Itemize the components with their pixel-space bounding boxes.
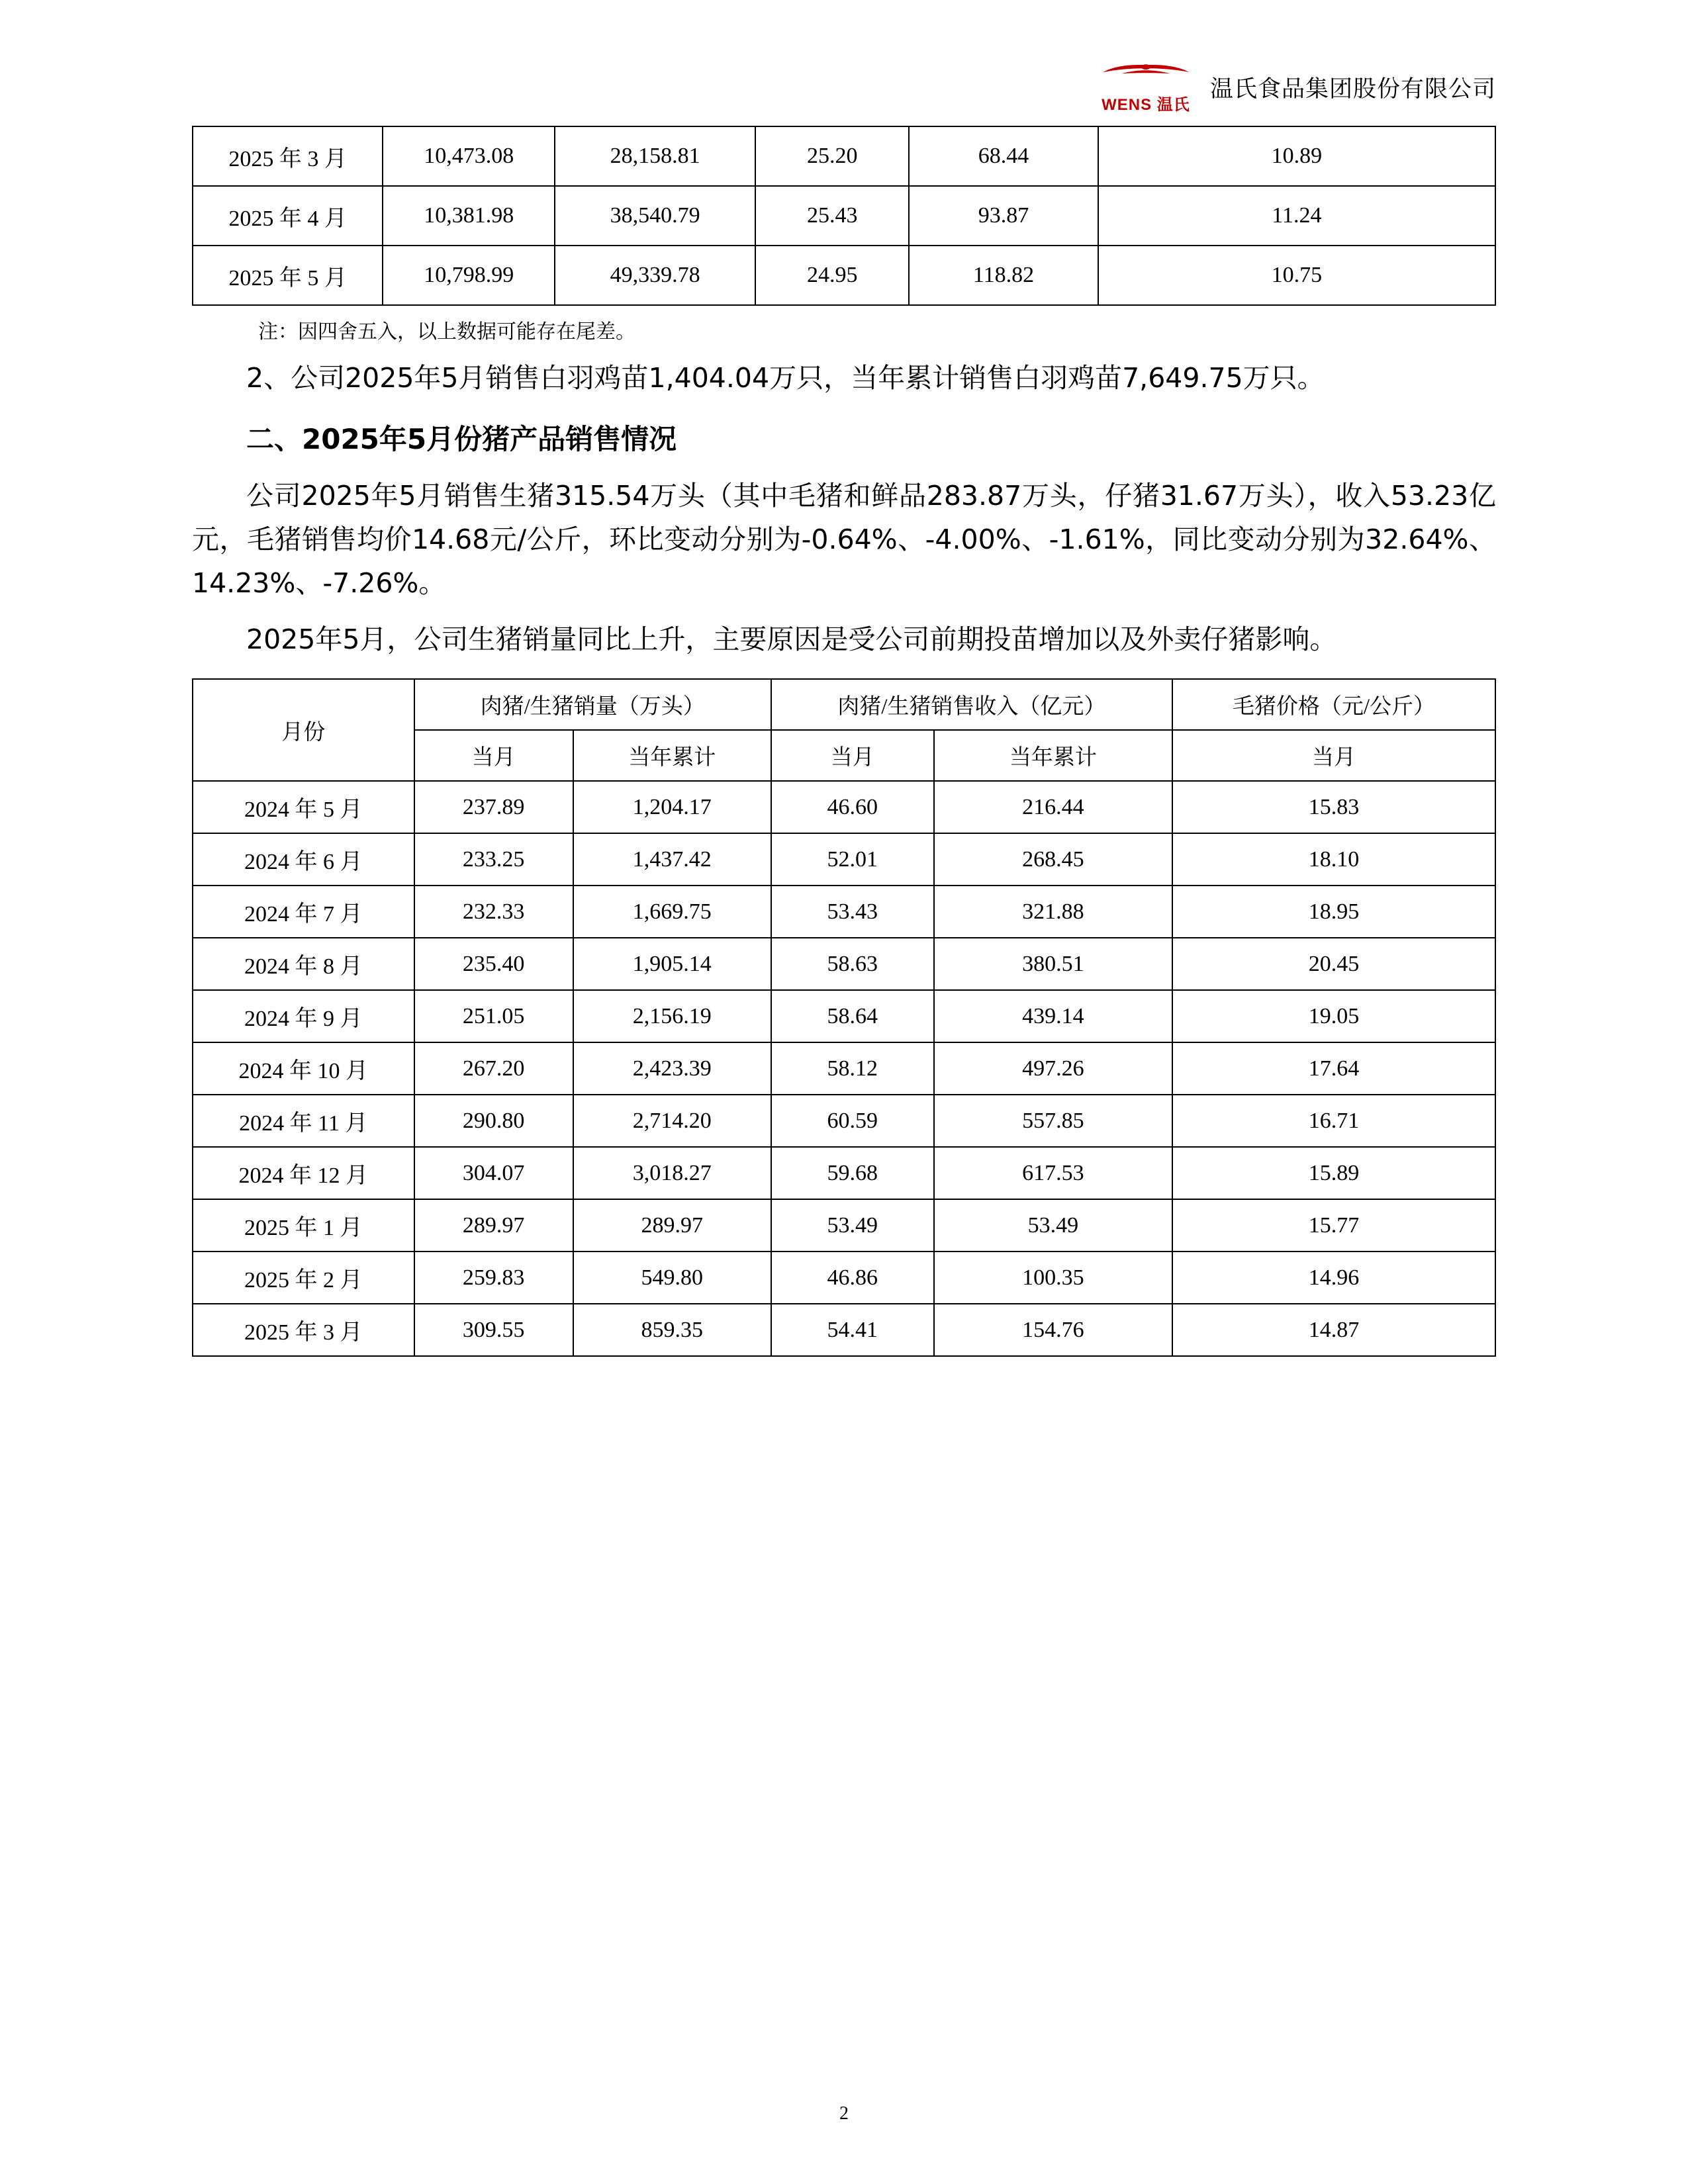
cell-volume-current: 237.89 — [414, 781, 573, 833]
table-row — [193, 1251, 1495, 1304]
section-heading-pig: 二、2025年5月份猪产品销售情况 — [246, 423, 677, 456]
cell-revenue-current: 60.59 — [771, 1095, 934, 1147]
cell-v3: 24.95 — [755, 246, 909, 305]
cell-month: 2025 年 2 月 — [193, 1251, 414, 1304]
cell-volume-current: 235.40 — [414, 938, 573, 990]
table-header-row — [193, 679, 1495, 730]
cell-volume-cumulative: 2,156.19 — [573, 990, 771, 1042]
cell-revenue-cumulative: 439.14 — [934, 990, 1172, 1042]
poultry-continuation-table — [192, 126, 1496, 306]
cell-revenue-current: 58.64 — [771, 990, 934, 1042]
table-row — [193, 886, 1495, 938]
page-header — [192, 0, 1496, 126]
cell-revenue-current: 53.43 — [771, 886, 934, 938]
table-row — [193, 126, 1495, 186]
cell-price: 17.64 — [1172, 1042, 1495, 1095]
cell-v4: 118.82 — [909, 246, 1098, 305]
cell-volume-cumulative: 3,018.27 — [573, 1147, 771, 1199]
cell-v2: 28,158.81 — [555, 126, 755, 186]
cell-month: 2024 年 11 月 — [193, 1095, 414, 1147]
cell-v3: 25.43 — [755, 186, 909, 246]
pig-table-head — [193, 679, 1495, 781]
header-revenue-group: 肉猪/生猪销售收入（亿元） — [771, 679, 1172, 730]
header-price-current: 当月 — [1172, 730, 1495, 781]
paragraph-pig-reason: 2025年5月，公司生猪销量同比上升，主要原因是受公司前期投苗增加以及外卖仔猪影响。 — [246, 623, 1337, 655]
cell-v2: 38,540.79 — [555, 186, 755, 246]
cell-price: 16.71 — [1172, 1095, 1495, 1147]
cell-revenue-cumulative: 380.51 — [934, 938, 1172, 990]
cell-revenue-cumulative: 617.53 — [934, 1147, 1172, 1199]
cell-volume-cumulative: 289.97 — [573, 1199, 771, 1251]
table-row — [193, 938, 1495, 990]
table-row — [193, 1199, 1495, 1251]
company-name: 温氏食品集团股份有限公司 — [1209, 76, 1496, 103]
cell-revenue-current: 58.12 — [771, 1042, 934, 1095]
header-volume-group: 肉猪/生猪销量（万头） — [414, 679, 771, 730]
table-row — [193, 1147, 1495, 1199]
header-volume-current: 当月 — [414, 730, 573, 781]
cell-volume-current: 251.05 — [414, 990, 573, 1042]
poultry-table-body — [193, 126, 1495, 305]
cell-revenue-cumulative: 154.76 — [934, 1304, 1172, 1356]
cell-month: 2024 年 12 月 — [193, 1147, 414, 1199]
header-logo-block — [1096, 62, 1496, 113]
cell-revenue-cumulative: 268.45 — [934, 833, 1172, 886]
logo-wordmark: WENS 温氏 — [1102, 96, 1190, 114]
cell-month: 2024 年 6 月 — [193, 833, 414, 886]
cell-price: 18.10 — [1172, 833, 1495, 886]
cell-v1: 10,381.98 — [383, 186, 555, 246]
cell-revenue-cumulative: 216.44 — [934, 781, 1172, 833]
cell-revenue-cumulative: 100.35 — [934, 1251, 1172, 1304]
header-revenue-cumulative: 当年累计 — [934, 730, 1172, 781]
cell-month: 2024 年 7 月 — [193, 886, 414, 938]
cell-volume-current: 233.25 — [414, 833, 573, 886]
cell-price: 14.87 — [1172, 1304, 1495, 1356]
cell-volume-current: 289.97 — [414, 1199, 573, 1251]
table-note: 注：因四舍五入，以上数据可能存在尾差。 — [258, 320, 635, 343]
cell-price: 18.95 — [1172, 886, 1495, 938]
cell-price: 20.45 — [1172, 938, 1495, 990]
cell-revenue-current: 46.60 — [771, 781, 934, 833]
cell-month: 2025 年 3 月 — [193, 126, 383, 186]
cell-revenue-cumulative: 557.85 — [934, 1095, 1172, 1147]
table-row — [193, 1095, 1495, 1147]
cell-month: 2024 年 5 月 — [193, 781, 414, 833]
table-row — [193, 186, 1495, 246]
cell-revenue-current: 53.49 — [771, 1199, 934, 1251]
cell-volume-current: 259.83 — [414, 1251, 573, 1304]
cell-price: 15.89 — [1172, 1147, 1495, 1199]
cell-revenue-cumulative: 321.88 — [934, 886, 1172, 938]
cell-volume-cumulative: 549.80 — [573, 1251, 771, 1304]
cell-month: 2024 年 10 月 — [193, 1042, 414, 1095]
cell-revenue-current: 52.01 — [771, 833, 934, 886]
cell-v4: 68.44 — [909, 126, 1098, 186]
logo-bird-icon — [1096, 62, 1196, 96]
cell-month: 2025 年 3 月 — [193, 1304, 414, 1356]
cell-volume-cumulative: 1,905.14 — [573, 938, 771, 990]
cell-v5: 10.75 — [1098, 246, 1495, 305]
cell-month: 2024 年 8 月 — [193, 938, 414, 990]
cell-volume-cumulative: 1,669.75 — [573, 886, 771, 938]
cell-volume-cumulative: 2,714.20 — [573, 1095, 771, 1147]
cell-revenue-cumulative: 497.26 — [934, 1042, 1172, 1095]
header-volume-cumulative: 当年累计 — [573, 730, 771, 781]
pig-sales-table — [192, 678, 1496, 1357]
cell-v4: 93.87 — [909, 186, 1098, 246]
cell-revenue-cumulative: 53.49 — [934, 1199, 1172, 1251]
cell-volume-cumulative: 2,423.39 — [573, 1042, 771, 1095]
table-row — [193, 833, 1495, 886]
cell-v1: 10,473.08 — [383, 126, 555, 186]
cell-volume-cumulative: 859.35 — [573, 1304, 771, 1356]
cell-volume-current: 267.20 — [414, 1042, 573, 1095]
pig-table-body — [193, 781, 1495, 1356]
cell-volume-cumulative: 1,204.17 — [573, 781, 771, 833]
cell-v5: 11.24 — [1098, 186, 1495, 246]
cell-v5: 10.89 — [1098, 126, 1495, 186]
cell-price: 19.05 — [1172, 990, 1495, 1042]
header-revenue-current: 当月 — [771, 730, 934, 781]
company-logo — [1096, 62, 1196, 113]
cell-volume-cumulative: 1,437.42 — [573, 833, 771, 886]
cell-revenue-current: 59.68 — [771, 1147, 934, 1199]
header-month: 月份 — [193, 679, 414, 781]
cell-volume-current: 232.33 — [414, 886, 573, 938]
cell-revenue-current: 46.86 — [771, 1251, 934, 1304]
cell-volume-current: 309.55 — [414, 1304, 573, 1356]
cell-volume-current: 304.07 — [414, 1147, 573, 1199]
page-number: 2 — [839, 2103, 849, 2124]
cell-volume-current: 290.80 — [414, 1095, 573, 1147]
table-row — [193, 1042, 1495, 1095]
cell-month: 2024 年 9 月 — [193, 990, 414, 1042]
header-price-group: 毛猪价格（元/公斤） — [1172, 679, 1495, 730]
cell-month: 2025 年 5 月 — [193, 246, 383, 305]
paragraph-pig-sales: 公司2025年5月销售生猪315.54万头（其中毛猪和鲜品283.87万头，仔猪31.67万头），收入53.23亿元，毛猪销售均价14.68元/公斤，环比变动分别为-0.64%、-4.00%、-1.61%，同比变动分别为32.64%、14.23%、-7.26%。 — [192, 479, 1496, 600]
table-row — [193, 246, 1495, 305]
paragraph-chick-sales: 2、公司2025年5月销售白羽鸡苗1,404.04万只，当年累计销售白羽鸡苗7,649.75万只。 — [246, 362, 1325, 394]
cell-price: 15.83 — [1172, 781, 1495, 833]
table-row — [193, 781, 1495, 833]
bird-icon — [1102, 63, 1191, 80]
cell-v2: 49,339.78 — [555, 246, 755, 305]
cell-revenue-current: 54.41 — [771, 1304, 934, 1356]
cell-price: 14.96 — [1172, 1251, 1495, 1304]
cell-revenue-current: 58.63 — [771, 938, 934, 990]
table-row — [193, 990, 1495, 1042]
table-row — [193, 1304, 1495, 1356]
cell-price: 15.77 — [1172, 1199, 1495, 1251]
cell-v3: 25.20 — [755, 126, 909, 186]
cell-v1: 10,798.99 — [383, 246, 555, 305]
cell-month: 2025 年 4 月 — [193, 186, 383, 246]
cell-month: 2025 年 1 月 — [193, 1199, 414, 1251]
